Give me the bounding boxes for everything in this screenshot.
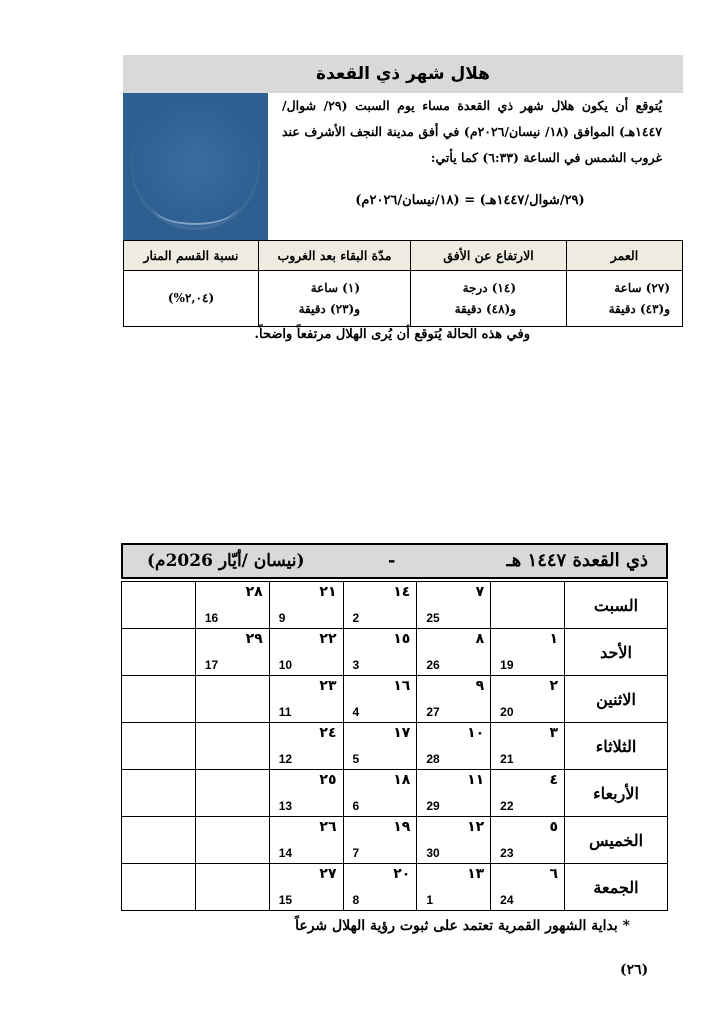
gregorian-day-number: 11: [278, 705, 292, 719]
hijri-day-number: ١٩: [393, 819, 411, 835]
hijri-day-number: ٢٤: [319, 725, 337, 741]
header-illumination: نسبة القسم المنار: [124, 241, 259, 271]
moon-image: [123, 93, 268, 240]
calendar-cell: [122, 582, 196, 629]
calendar-cell: [269, 770, 343, 817]
crescent-description: يُتوقع أن يكون هلال شهر ذي القعدة مساء يوم السبت (٢٩/ شوال/١٤٤٧هـ) الموافق (١٨/ نيسان/٢٠٢٦م) في أفق مدينة النجف الأشرف عند غروب الشمس في الساعة (٦:٣٣) كما يأتي:: [282, 98, 663, 165]
calendar-cell: [269, 864, 343, 911]
hijri-day-number: ٧: [475, 584, 485, 600]
calendar-cell: [491, 629, 565, 676]
gregorian-day-number: 16: [204, 611, 219, 625]
calendar-grid: [121, 581, 668, 911]
weekday-label: الخميس: [565, 817, 668, 864]
gregorian-day-number: 9: [278, 611, 286, 625]
crescent-icon: [153, 189, 237, 225]
calendar-cell: [122, 676, 196, 723]
info-value-row: [124, 271, 683, 327]
hijri-month-title: ذي القعدة ١٤٤٧ هـ: [506, 550, 648, 571]
calendar-row: [122, 723, 668, 770]
hijri-day-number: ١٦: [393, 678, 411, 694]
hijri-day-number: ٢: [549, 678, 558, 694]
hijri-day-number: ٦: [549, 866, 558, 882]
gregorian-day-number: 28: [426, 752, 440, 766]
hijri-day-number: ٢١: [319, 584, 337, 600]
altitude-value: [411, 271, 567, 327]
calendar-cell: [195, 723, 269, 770]
calendar-cell: [195, 582, 269, 629]
gregorian-month-title: (نيسان /أيّار 2026م): [147, 551, 305, 571]
hijri-day-number: ١٧: [393, 725, 411, 741]
calendar-cell: [491, 723, 565, 770]
gregorian-day-number: 12: [278, 752, 293, 766]
calendar-cell: [343, 817, 417, 864]
calendar-cell: [269, 582, 343, 629]
stay-minutes: و(٢٣) دقيقة: [298, 301, 360, 316]
hijri-day-number: ٢٢: [319, 631, 337, 647]
calendar-cell: [269, 629, 343, 676]
calendar-cell: [417, 817, 491, 864]
weekday-label: الاثنين: [565, 676, 668, 723]
gregorian-day-number: 27: [426, 705, 440, 719]
weekday-label: الجمعة: [565, 864, 668, 911]
hijri-day-number: ١٣: [467, 866, 485, 882]
hijri-day-number: ١٢: [467, 819, 485, 835]
gregorian-day-number: 26: [426, 658, 440, 672]
calendar-cell: [343, 676, 417, 723]
hijri-day-number: ١٤: [393, 584, 411, 600]
calendar-cell: [343, 770, 417, 817]
calendar-cell: [195, 817, 269, 864]
calendar-cell: [491, 864, 565, 911]
calendar-cell: [343, 582, 417, 629]
calendar-cell: [491, 770, 565, 817]
stay-hours: (١) ساعة: [310, 280, 360, 295]
calendar-cell: [122, 770, 196, 817]
calendar-cell: [343, 864, 417, 911]
gregorian-day-number: 14: [278, 846, 293, 860]
calendar-cell: [122, 864, 196, 911]
gregorian-day-number: 29: [426, 799, 440, 813]
age-value: [567, 271, 683, 327]
calendar-cell: [343, 629, 417, 676]
calendar-cell: [491, 817, 565, 864]
hijri-day-number: ٨: [475, 631, 485, 647]
gregorian-day-number: 4: [352, 705, 360, 719]
gregorian-day-number: 8: [352, 893, 360, 907]
calendar-cell: [269, 723, 343, 770]
gregorian-day-number: 15: [278, 893, 293, 907]
gregorian-day-number: 1: [426, 893, 434, 907]
hijri-day-number: ١٨: [393, 772, 411, 788]
weekday-label: الأربعاء: [565, 770, 668, 817]
age-minutes: و(٤٣) دقيقة: [608, 301, 670, 316]
calendar-cell: [491, 676, 565, 723]
calendar-header: [121, 543, 668, 579]
gregorian-day-number: 10: [278, 658, 293, 672]
illumination-value: (٢,٠٤%): [124, 271, 259, 327]
calendar-cell: [491, 582, 565, 629]
gregorian-day-number: 2: [352, 611, 360, 625]
stay-value: [259, 271, 411, 327]
footnote: * بداية الشهور القمرية تعتمد على ثبوت رؤية الهلال شرعاً: [295, 918, 630, 934]
altitude-minutes: و(٤٨) دقيقة: [454, 301, 516, 316]
gregorian-day-number: 5: [352, 752, 360, 766]
gregorian-day-number: 13: [278, 799, 293, 813]
weekday-label: الثلاثاء: [565, 723, 668, 770]
calendar-cell: [122, 817, 196, 864]
gregorian-day-number: 24: [500, 893, 514, 907]
calendar-cell: [195, 864, 269, 911]
calendar-cell: [122, 723, 196, 770]
calendar-cell: [195, 676, 269, 723]
title-separator: -: [388, 550, 396, 571]
gregorian-day-number: 30: [426, 846, 440, 860]
altitude-degrees: (١٤) درجة: [462, 280, 516, 295]
hijri-day-number: ٢٩: [245, 631, 263, 647]
gregorian-day-number: 25: [426, 611, 440, 625]
hijri-day-number: ١٠: [467, 725, 485, 741]
hijri-day-number: ٢٧: [319, 866, 337, 882]
hijri-day-number: ١١: [467, 772, 485, 788]
calendar-body: [122, 582, 668, 911]
hijri-day-number: ٢٨: [245, 584, 263, 600]
hijri-day-number: ٥: [549, 819, 558, 835]
calendar-cell: [195, 770, 269, 817]
visibility-result: وفي هذه الحالة يُتوقع أن يُرى الهلال مرتفعاً واضحاً.: [254, 327, 530, 342]
calendar-row: [122, 629, 668, 676]
calendar-cell: [417, 676, 491, 723]
calendar-cell: [417, 723, 491, 770]
header-stay: مدّة البقاء بعد الغروب: [259, 241, 411, 271]
gregorian-day-number: 21: [500, 752, 514, 766]
weekday-label: الأحد: [565, 629, 668, 676]
weekday-label: السبت: [565, 582, 668, 629]
gregorian-day-number: 23: [500, 846, 514, 860]
hijri-day-number: ٩: [475, 678, 485, 694]
crescent-info-table: [123, 240, 683, 327]
gregorian-day-number: 20: [500, 705, 514, 719]
gregorian-day-number: 19: [500, 658, 514, 672]
hijri-day-number: ٢٠: [393, 866, 411, 882]
hijri-day-number: ١: [549, 631, 558, 647]
calendar-cell: [195, 629, 269, 676]
calendar-cell: [417, 582, 491, 629]
hijri-day-number: ٢٦: [319, 819, 337, 835]
hijri-day-number: ١٥: [393, 631, 411, 647]
calendar-cell: [417, 629, 491, 676]
hijri-day-number: ٤: [549, 772, 558, 788]
gregorian-day-number: 22: [500, 799, 514, 813]
page-number: (٢٦): [620, 962, 649, 978]
gregorian-day-number: 6: [352, 799, 360, 813]
info-header-row: [124, 241, 683, 271]
calendar-row: [122, 770, 668, 817]
date-equivalence: (٢٩/شوال/١٤٤٧هـ) = (١٨/نيسان/٢٠٢٦م): [355, 193, 585, 208]
gregorian-day-number: 7: [352, 846, 360, 860]
calendar-cell: [417, 864, 491, 911]
calendar-cell: [122, 629, 196, 676]
calendar-cell: [269, 676, 343, 723]
crescent-section-title: هلال شهر ذي القعدة: [123, 55, 683, 93]
calendar-cell: [269, 817, 343, 864]
hijri-day-number: ٢٥: [319, 772, 337, 788]
hijri-day-number: ٢٣: [319, 678, 337, 694]
gregorian-day-number: 3: [352, 658, 360, 672]
calendar-row: [122, 817, 668, 864]
calendar-row: [122, 864, 668, 911]
hijri-day-number: ٣: [549, 725, 558, 741]
calendar-row: [122, 582, 668, 629]
header-age: العمر: [567, 241, 683, 271]
header-altitude: الارتفاع عن الأفق: [411, 241, 567, 271]
calendar-cell: [343, 723, 417, 770]
calendar-cell: [417, 770, 491, 817]
calendar-row: [122, 676, 668, 723]
age-hours: (٢٧) ساعة: [614, 280, 670, 295]
gregorian-day-number: 17: [204, 658, 219, 672]
